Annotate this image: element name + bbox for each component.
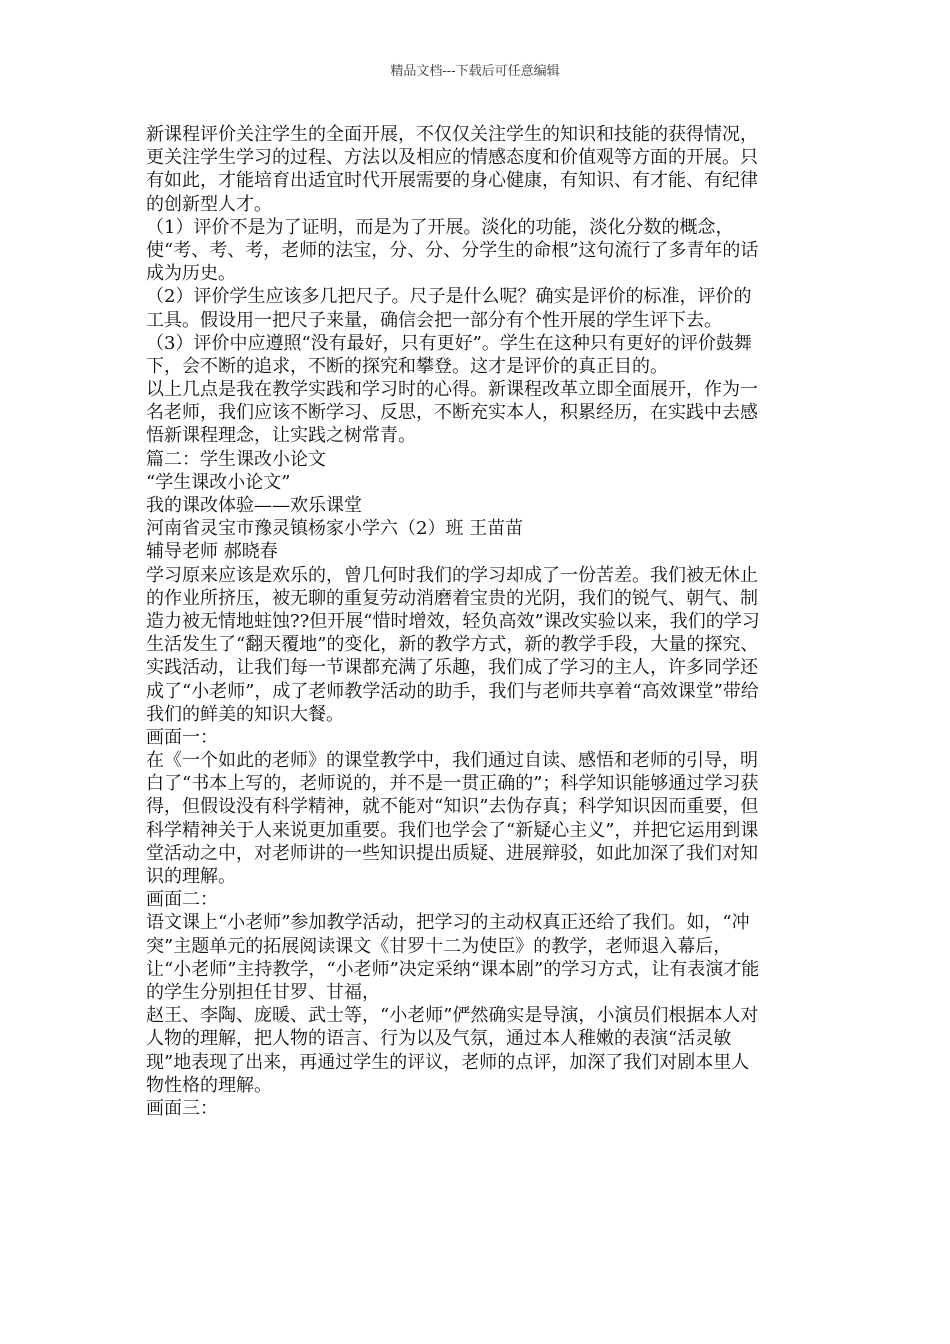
text-line: 使“考、考、考，老师的法宝，分、分、分学生的命根”这句流行了多青年的话 [146,239,759,261]
text-line: 学习原来应该是欢乐的，曾几何时我们的学习却成了一份苦差。我们被无休止 [146,564,758,586]
text-line: 成了“小老师”，成了老师教学活动的助手，我们与老师共享着“高效课堂”带给 [146,680,759,702]
article-label: “学生课改小论文” [146,471,291,493]
text-line: 突”主题单元的拓展阅读课文《甘罗十二为使臣》的教学，老师退入幕后， [146,935,732,957]
text-line: （1）评价不是为了证明，而是为了开展。淡化的功能，淡化分数的概念， [146,216,734,238]
text-line: （2）评价学生应该多几把尺子。尺子是什么呢？确实是评价的标准，评价的 [146,286,752,308]
scene-heading: 画面三： [146,1097,218,1119]
text-line: 造力被无情地蛀蚀??但开展“惜时增效，轻负高效”课改实验以来，我们的学习 [146,610,760,632]
text-line: 堂活动之中，对老师讲的一些知识提出质疑、进展辩驳，如此加深了我们对知 [146,842,758,864]
text-line: 以上几点是我在教学实践和学习时的心得。新课程改革立即全面展开，作为一 [146,379,758,401]
text-line: 得，但假设没有科学精神，就不能对“知识”去伪存真；科学知识因而重要，但 [146,796,759,818]
text-line: 生活发生了“翻天覆地”的变化，新的教学方式，新的教学手段，大量的探究、 [146,634,759,656]
text-line: 有如此，才能培育出适宜时代开展需要的身心健康，有知识、有才能、有纪律 [146,170,758,192]
document-body [146,123,806,1120]
text-line: 下，会不断的追求，不断的探究和攀登。这才是评价的真正目的。 [146,355,668,377]
text-line: 赵王、李陶、庞暖、武士等，“小老师”俨然确实是导演，小演员们根据本人对 [146,1005,759,1027]
text-line: 现”地表现了出来，再通过学生的评议，老师的点评，加深了我们对剧本里人 [146,1051,750,1073]
article-title: 我的课改体验——欢乐课堂 [146,495,362,516]
text-line: 成为历史。 [146,263,236,285]
scene-heading: 画面一： [146,726,218,748]
scene-heading: 画面二： [146,889,218,911]
text-line: 的学生分别担任甘罗、甘福， [146,981,380,1003]
advisor-line: 辅导老师 郝晓春 [146,541,278,563]
text-line: 物性格的理解。 [146,1074,272,1096]
section-title: 篇二：学生课改小论文 [146,448,326,470]
text-line: 的创新型人才。 [146,193,272,215]
text-line: 人物的理解，把人物的语言、行为以及气氛，通过本人稚嫩的表演“活灵敏 [146,1028,732,1050]
text-line: 更关注学生学习的过程、方法以及相应的情感态度和价值观等方面的开展。只 [146,147,758,169]
text-line: 让“小老师”主持教学，“小老师”决定采纳“课本剧”的学习方式，让有表演才能 [146,958,760,980]
text-line: 名老师，我们应该不断学习、反思，不断充实本人，积累经历，在实践中去感 [146,402,758,424]
text-line: 白了“书本上写的，老师说的，并不是一贯正确的”；科学知识能够通过学习获 [146,773,759,795]
text-line: 的作业所挤压，被无聊的重复劳动消磨着宝贵的光阴，我们的锐气、朝气、制 [146,587,758,609]
text-line: 悟新课程理念，让实践之树常青。 [146,425,416,447]
text-line: 在《一个如此的老师》的课堂教学中，我们通过自读、感悟和老师的引导，明 [146,750,758,772]
text-line: 新课程评价关注学生的全面开展，不仅仅关注学生的知识和技能的获得情况， [146,124,758,145]
text-line: 实践活动，让我们每一节课都充满了乐趣，我们成了学习的主人，许多同学还 [146,657,758,679]
text-line: （3）评价中应遵照“没有最好，只有更好”。学生在这种只有更好的评价鼓舞 [146,332,752,354]
author-line: 河南省灵宝市豫灵镇杨家小学六（2）班 王苗苗 [146,518,524,540]
text-line: 科学精神关于人来说更加重要。我们也学会了“新疑心主义”，并把它运用到课 [146,819,759,841]
text-line: 语文课上“小老师”参加教学活动，把学习的主动权真正还给了我们。如，“冲 [146,912,750,934]
page-header: 精品文档---下载后可任意编辑 [390,64,560,79]
text-line: 工具。假设用一把尺子来量，确信会把一部分有个性开展的学生评下去。 [146,309,722,331]
text-line: 我们的鲜美的知识大餐。 [146,703,344,725]
text-line: 识的理解。 [146,866,236,887]
